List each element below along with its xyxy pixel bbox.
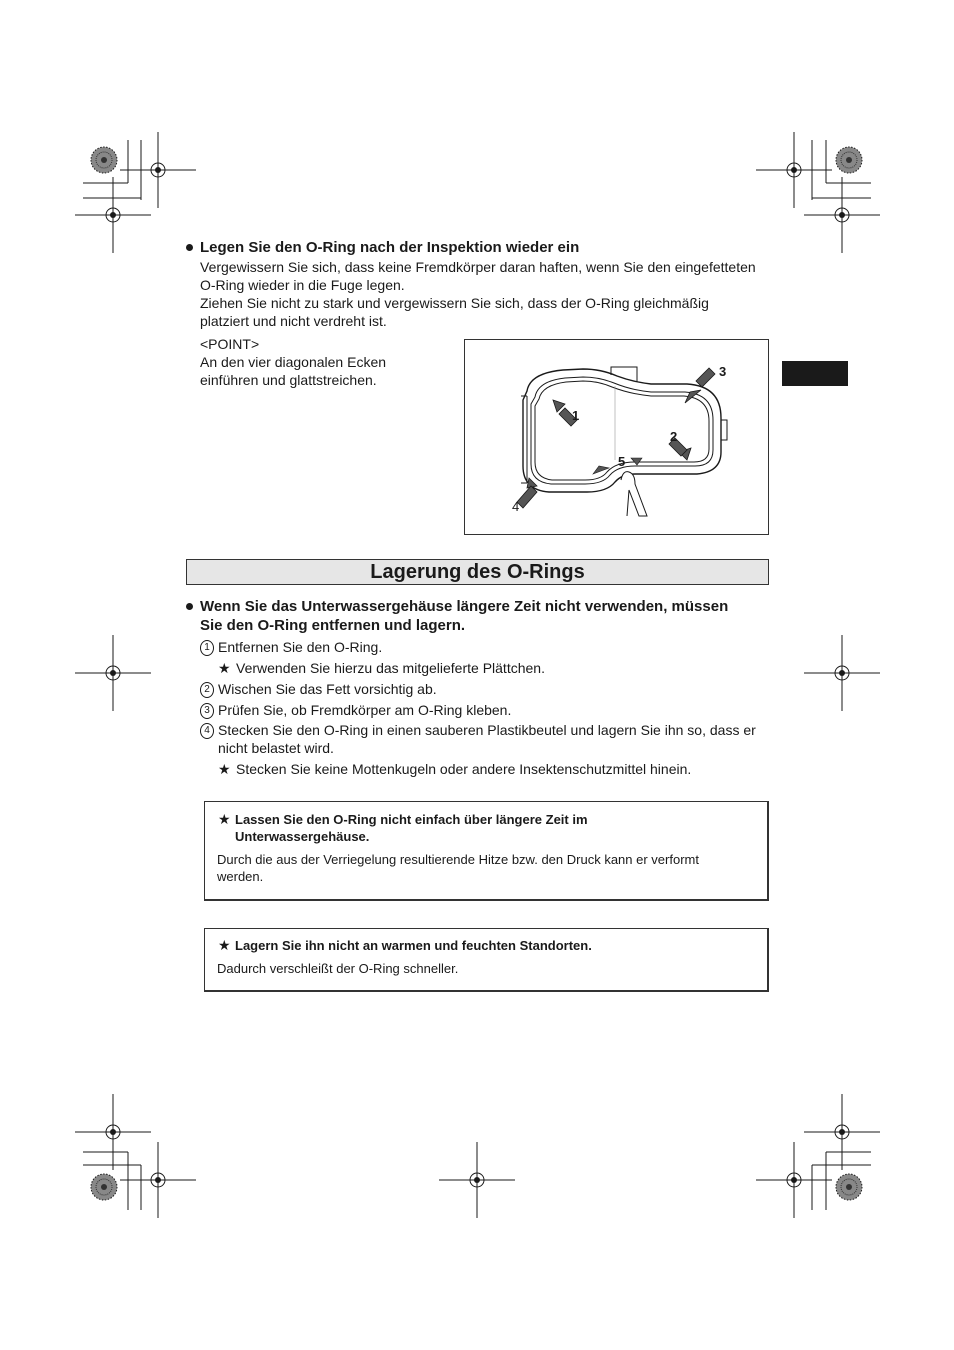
step-3-text: Prüfen Sie, ob Fremdkörper am O-Ring kleben. xyxy=(218,702,512,718)
box1-text-line1: Durch die aus der Verriegelung resultierende Hitze bzw. den Druck kann er verformt xyxy=(217,852,699,867)
step-number: 2 xyxy=(200,682,214,698)
step-number: 1 xyxy=(200,640,214,656)
warning-box-2 xyxy=(204,928,769,992)
o-ring-figure xyxy=(464,339,769,535)
star-icon: ★ xyxy=(218,811,231,827)
section1-para2-line1: Ziehen Sie nicht zu stark und vergewissern Sie sich, dass der O-Ring gleichmäßig xyxy=(200,295,709,311)
step-1-text: Entfernen Sie den O-Ring. xyxy=(218,639,383,655)
figure-label-3: 3 xyxy=(719,364,727,379)
point-line1: An den vier diagonalen Ecken xyxy=(200,354,387,370)
step-4-text-line1: Stecken Sie den O-Ring in einen sauberen Plastikbeutel und lagern Sie ihn so, dass er xyxy=(218,722,756,738)
section2-heading-line2: Sie den O-Ring entfernen und lagern. xyxy=(200,617,466,634)
star-icon: ★ xyxy=(218,761,231,777)
section1-heading: Legen Sie den O-Ring nach der Inspektion wieder ein xyxy=(200,239,580,256)
figure-label-2: 2 xyxy=(670,429,678,444)
bullet-icon xyxy=(186,603,193,610)
section1-para2-line2: platziert und nicht verdreht ist. xyxy=(200,313,387,329)
figure-label-5: 5 xyxy=(618,454,626,469)
bullet-icon xyxy=(186,244,193,251)
finger-icon xyxy=(621,472,647,516)
point-line2: einführen und glattstreichen. xyxy=(200,372,377,388)
star-icon: ★ xyxy=(218,937,231,953)
step-4-text-line2: nicht belastet wird. xyxy=(218,740,334,756)
point-label: <POINT> xyxy=(200,336,260,352)
step-number: 4 xyxy=(200,723,214,739)
warning-box-1 xyxy=(204,801,769,901)
o-ring-illustration xyxy=(465,340,768,534)
step-1-note: Verwenden Sie hierzu das mitgelieferte Plättchen. xyxy=(236,660,545,676)
section2-heading-line1: Wenn Sie das Unterwassergehäuse längere Zeit nicht verwenden, müssen xyxy=(200,598,729,615)
box1-text-line2: werden. xyxy=(217,869,264,884)
arrow-3-icon xyxy=(685,368,715,403)
step-2-text: Wischen Sie das Fett vorsichtig ab. xyxy=(218,681,437,697)
box1-title-line1: Lassen Sie den O-Ring nicht einfach über längere Zeit im xyxy=(235,812,588,827)
step-number: 3 xyxy=(200,703,214,719)
box2-title: Lagern Sie ihn nicht an warmen und feuchten Standorten. xyxy=(235,938,592,953)
step-4-note: Stecken Sie keine Mottenkugeln oder andere Insektenschutzmittel hinein. xyxy=(236,761,692,777)
figure-label-1: 1 xyxy=(572,408,580,423)
section1-para1-line1: Vergewissern Sie sich, dass keine Fremdkörper daran haften, wenn Sie den eingefetteten xyxy=(200,259,756,275)
chapter-tab xyxy=(782,361,848,386)
star-icon: ★ xyxy=(218,660,231,676)
box1-title-line2: Unterwassergehäuse. xyxy=(235,829,370,844)
box2-text: Dadurch verschleißt der O-Ring schneller. xyxy=(217,961,459,976)
figure-label-4: 4 xyxy=(512,499,520,514)
section2-title: Lagerung des O-Rings xyxy=(186,559,769,585)
section1-para1-line2: O-Ring wieder in die Fuge legen. xyxy=(200,277,405,293)
